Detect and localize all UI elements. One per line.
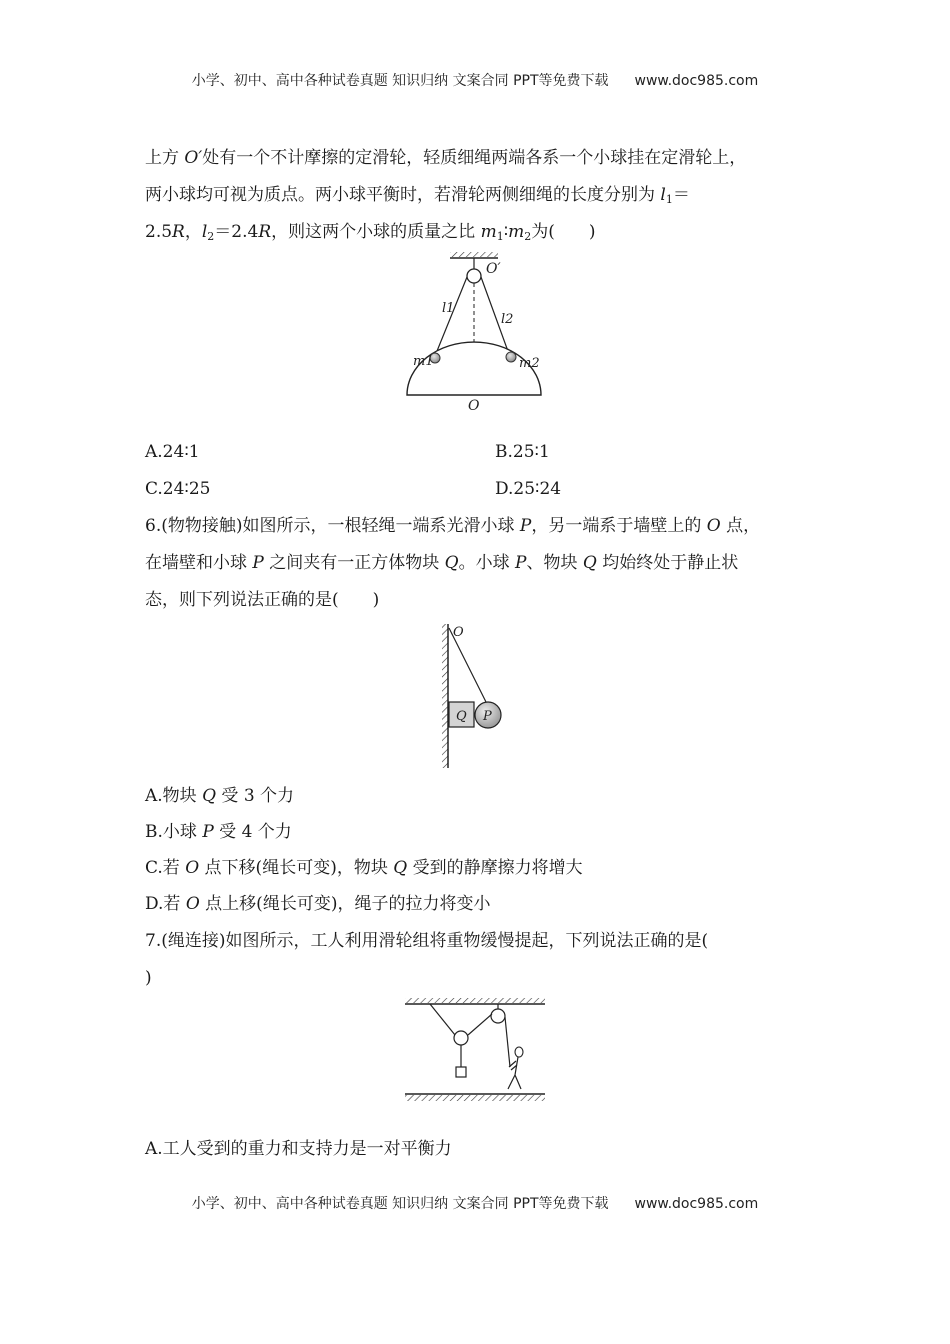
figure-hemisphere-pulley (395, 250, 565, 415)
label-pulley-O-prime: O′ (486, 261, 501, 277)
rope-anchor-to-movable (430, 1004, 455, 1035)
footer-site: www.doc985.com (634, 1196, 759, 1212)
q5-option-a: A.24∶1 (145, 442, 200, 462)
ceiling-hatch (405, 998, 545, 1003)
q6-line-2: 在墙壁和小球 P 之间夹有一正方体物块 Q。小球 P、物块 Q 均始终处于静止状 (145, 553, 739, 573)
q5-option-b: B.25∶1 (495, 442, 550, 462)
ceiling-hatch (450, 252, 498, 257)
label-O: O (453, 625, 464, 640)
label-l2: l2 (501, 312, 514, 327)
worker-head (515, 1047, 523, 1057)
label-P: P (483, 709, 492, 724)
figure-wall-block-ball (435, 620, 515, 772)
page-footer (0, 1193, 950, 1213)
pulley (467, 269, 481, 283)
footer-text: 小学、初中、高中各种试卷真题 知识归纳 文案合同 PPT等免费下载 (191, 1196, 609, 1212)
q6-option-d: D.若 O 点上移(绳长可变)，绳子的拉力将变小 (145, 894, 491, 914)
q5-line-3: 2.5R，$l_2=2.4R$，则这两个小球的质量之比 $m_1∶m_2$为( ) (145, 222, 596, 243)
q6-option-b: B.小球 P 受 4 个力 (145, 822, 292, 842)
ball-m2 (506, 352, 516, 362)
header-site: www.doc985.com (634, 73, 759, 89)
q5-line-2: 两小球均可视为质点。两小球平衡时，若滑轮两侧细绳的长度分别为 $l_1=$ (145, 185, 690, 206)
figure-pulley-worker (400, 995, 550, 1110)
q5-option-d: D.25∶24 (495, 479, 562, 499)
floor-hatch (405, 1095, 545, 1101)
load-box (456, 1067, 466, 1077)
page-header (0, 70, 950, 90)
q5-option-c: C.24∶25 (145, 479, 211, 499)
header-text: 小学、初中、高中各种试卷真题 知识归纳 文案合同 PPT等免费下载 (191, 73, 609, 89)
rope-to-worker (505, 1017, 510, 1067)
rope-movable-to-fixed (468, 1014, 492, 1035)
q6-option-c: C.若 O 点下移(绳长可变)，物块 Q 受到的静摩擦力将增大 (145, 858, 583, 878)
label-l1: l1 (442, 301, 455, 316)
q7-line-2: ) (145, 968, 152, 988)
q6-option-a: A.物块 Q 受 3 个力 (145, 786, 295, 806)
wall-hatch (442, 624, 448, 768)
movable-pulley (454, 1031, 468, 1045)
q7-line-1: 7.(绳连接)如图所示，工人利用滑轮组将重物缓慢提起，下列说法正确的是( (145, 931, 709, 951)
q5-line-1: 上方 O′处有一个不计摩擦的定滑轮，轻质细绳两端各系一个小球挂在定滑轮上， (145, 148, 747, 168)
label-m2: m2 (519, 356, 540, 371)
fixed-pulley (491, 1009, 505, 1023)
label-m1: m1 (413, 354, 434, 369)
q7-option-a: A.工人受到的重力和支持力是一对平衡力 (145, 1139, 452, 1159)
label-center-O: O (468, 398, 480, 414)
q6-line-3: 态，则下列说法正确的是( ) (145, 590, 380, 610)
q6-line-1: 6.(物物接触)如图所示，一根轻绳一端系光滑小球 P，另一端系于墙壁上的 O 点， (145, 516, 761, 536)
label-Q: Q (456, 709, 467, 724)
